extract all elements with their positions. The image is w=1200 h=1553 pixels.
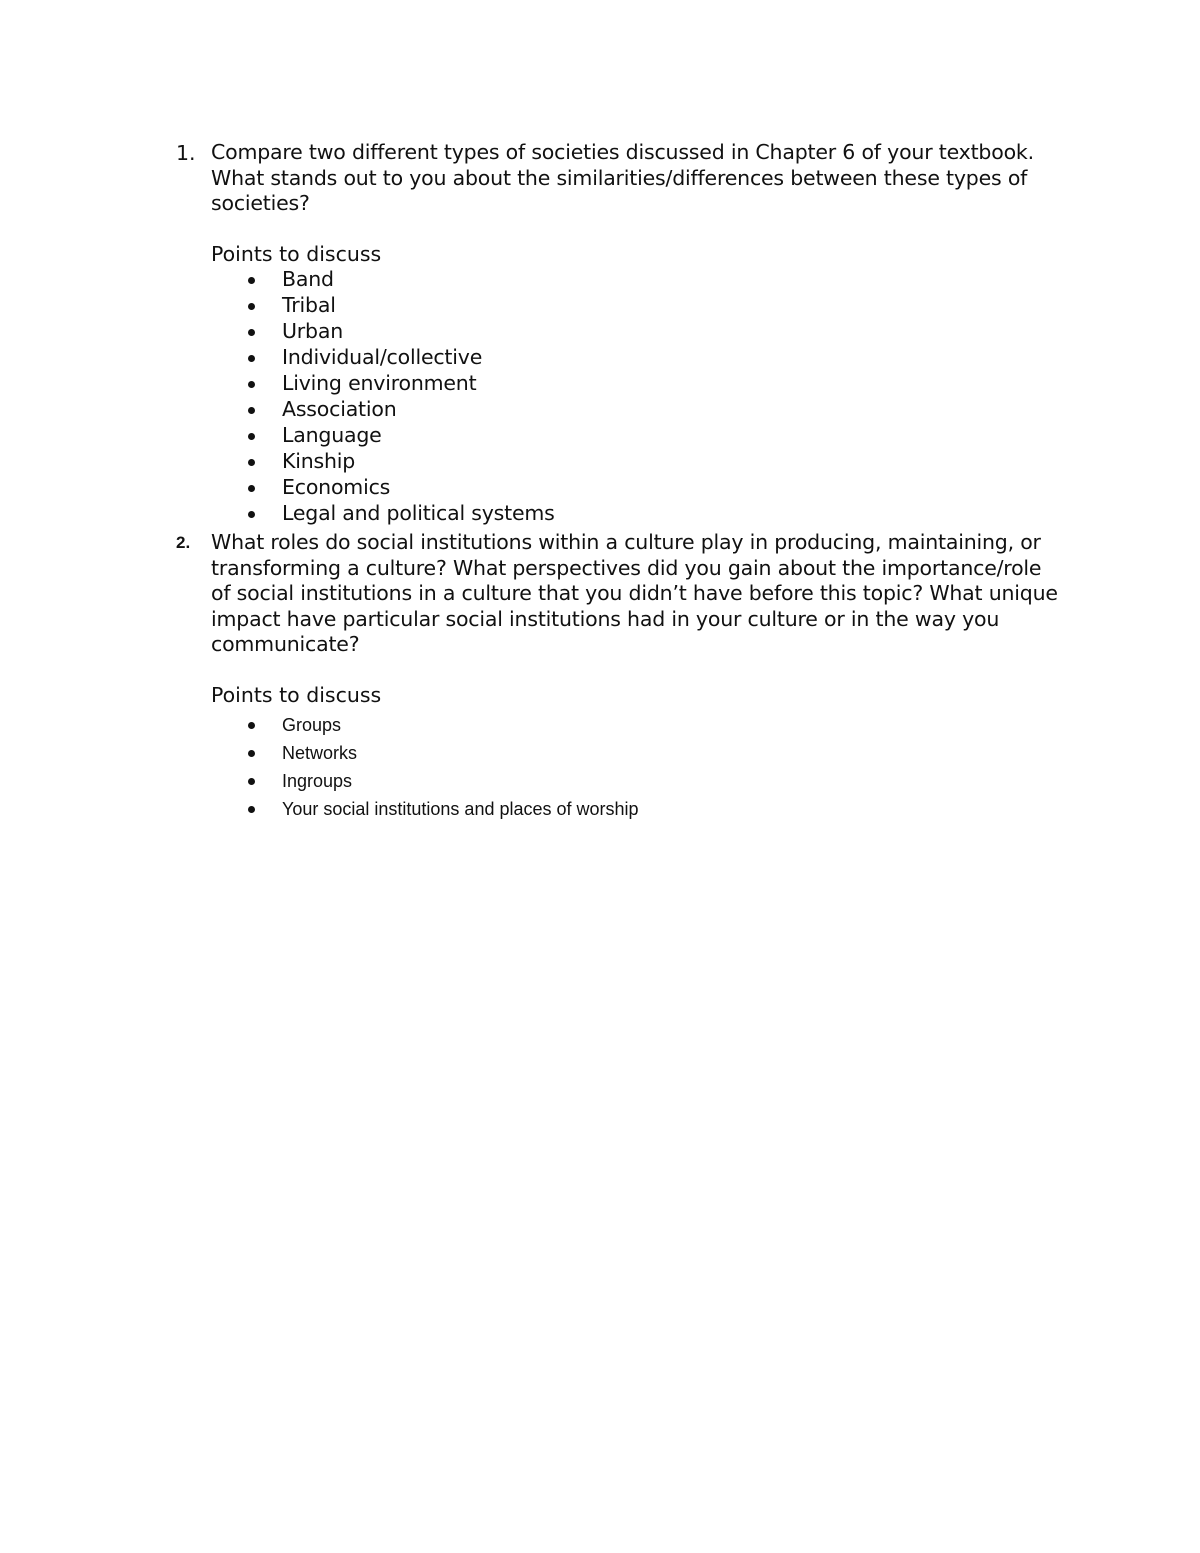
list-item-text: Legal and political systems [282, 500, 555, 525]
question-number: 2. [176, 533, 191, 552]
bullet-icon [248, 485, 255, 492]
points-list [176, 267, 1076, 526]
list-item-text: Living environment [282, 371, 477, 395]
points-list [176, 711, 1076, 824]
bullet-icon [248, 407, 255, 414]
list-item [176, 319, 1076, 345]
list-item-text: Economics [282, 474, 391, 499]
list-item-text: Ingroups [282, 770, 353, 791]
list-item-text: Language [282, 422, 382, 447]
list-item-text: Urban [282, 319, 344, 344]
list-item [176, 371, 1076, 397]
list-item [176, 795, 1076, 823]
list-item-text: Individual/collective [282, 345, 483, 370]
question-2 [176, 530, 1076, 823]
bullet-icon [248, 750, 255, 757]
list-item [176, 501, 1076, 527]
points-to-discuss-label: Points to discuss [211, 241, 382, 266]
list-item-text: Networks [282, 742, 358, 763]
bullet-icon [248, 355, 255, 362]
list-item [176, 397, 1076, 423]
question-number: 1. [176, 141, 196, 165]
bullet-icon [248, 303, 255, 310]
list-item [176, 423, 1076, 449]
points-to-discuss-label: Points to discuss [211, 682, 382, 707]
bullet-icon [248, 722, 255, 729]
list-item-text: Band [282, 267, 334, 292]
bullet-icon [248, 806, 255, 813]
bullet-icon [248, 277, 255, 284]
list-item-text: Tribal [282, 293, 336, 318]
list-item [176, 267, 1076, 293]
list-item [176, 345, 1076, 371]
question-text: What roles do social institutions within a culture play in producing, maintaining, or transforming a culture? What perspectives did you gain about the importance/role of social institutions in a culture that you didn’t have before this topic? What unique impact have particular social institutions had in your culture or in the way you communicate? [211, 530, 1058, 657]
list-item [176, 711, 1076, 739]
question-text: Compare two different types of societies discussed in Chapter 6 of your textbook. What stands out to you about the similarities/differences between these types of societies? [211, 140, 1034, 216]
bullet-icon [248, 778, 255, 785]
list-item-text: Groups [282, 714, 342, 735]
list-item [176, 739, 1076, 767]
bullet-icon [248, 381, 255, 388]
bullet-icon [248, 459, 255, 466]
list-item-text: Kinship [282, 448, 356, 473]
bullet-icon [248, 433, 255, 440]
list-item [176, 767, 1076, 795]
bullet-icon [248, 329, 255, 336]
question-1 [176, 140, 1076, 526]
list-item-text: Association [282, 396, 397, 421]
list-item [176, 449, 1076, 475]
list-item [176, 293, 1076, 319]
list-item [176, 475, 1076, 501]
list-item-text: Your social institutions and places of worship [282, 799, 639, 820]
bullet-icon [248, 511, 255, 518]
